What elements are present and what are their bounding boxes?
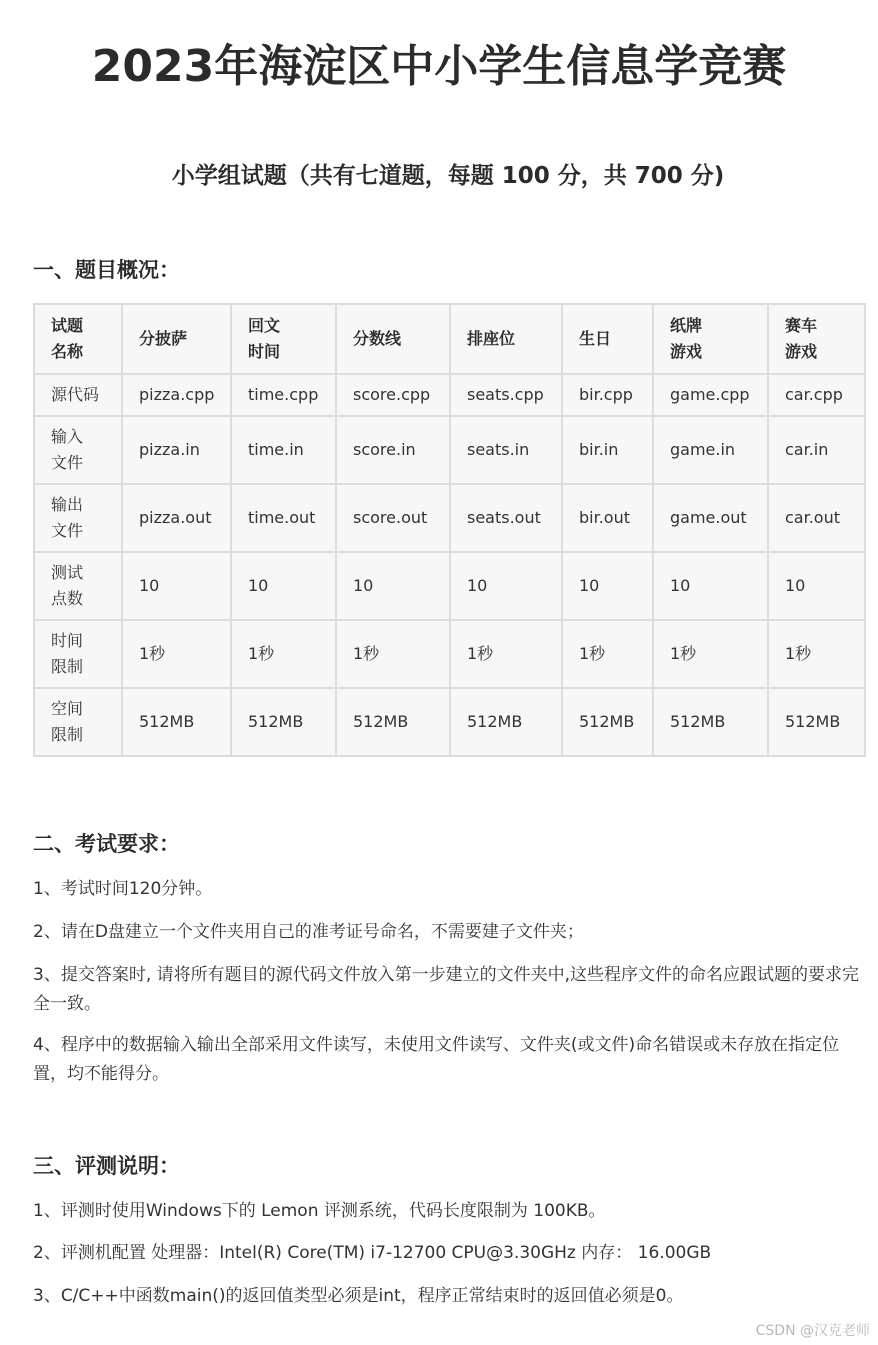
- table-row-label: 测试 点数: [34, 552, 122, 620]
- table-cell: game.in: [653, 416, 768, 484]
- table-cell: 512MB: [653, 688, 768, 756]
- table-cell: time.in: [231, 416, 336, 484]
- table-cell: 512MB: [231, 688, 336, 756]
- table-row: [34, 374, 865, 416]
- table-cell: 10: [336, 552, 450, 620]
- table-row: [34, 484, 865, 552]
- table-header-cell: 赛车 游戏: [768, 304, 865, 374]
- table-cell: pizza.cpp: [122, 374, 231, 416]
- table-row: [34, 552, 865, 620]
- page-subtitle: 小学组试题（共有七道题，每题 100 分，共 700 分): [171, 163, 725, 189]
- table-cell: score.cpp: [336, 374, 450, 416]
- table-cell: score.out: [336, 484, 450, 552]
- table-cell: 10: [122, 552, 231, 620]
- table-cell: seats.in: [450, 416, 562, 484]
- table-cell: 1秒: [562, 620, 653, 688]
- table-cell: pizza.out: [122, 484, 231, 552]
- judging-item: 3、C/C++中函数main()的返回值类型必须是int，程序正常结束时的返回值必须是0。: [33, 1286, 684, 1306]
- requirement-item: 2、请在D盘建立一个文件夹用自己的准考证号命名，不需要建子文件夹；: [33, 922, 584, 942]
- table-header-row: [34, 304, 865, 374]
- table-row-label: 源代码: [34, 374, 122, 416]
- table-cell: 10: [653, 552, 768, 620]
- table-cell: 10: [562, 552, 653, 620]
- table-cell: 1秒: [653, 620, 768, 688]
- table-cell: 1秒: [768, 620, 865, 688]
- section-heading-overview: 一、题目概况：: [33, 258, 180, 282]
- table-header-cell: 回文 时间: [231, 304, 336, 374]
- watermark: CSDN @汉克老师: [755, 1323, 870, 1339]
- table-header-cell: 试题 名称: [34, 304, 122, 374]
- table-cell: 512MB: [562, 688, 653, 756]
- table-cell: car.cpp: [768, 374, 865, 416]
- table-row: [34, 416, 865, 484]
- table-row-label: 输入 文件: [34, 416, 122, 484]
- table-cell: bir.out: [562, 484, 653, 552]
- judging-item: 2、评测机配置 处理器：Intel(R) Core(TM) i7-12700 CPU@3.30GHz 内存： 16.00GB: [33, 1243, 712, 1263]
- table-cell: 10: [231, 552, 336, 620]
- table-header-cell: 排座位: [450, 304, 562, 374]
- requirement-item: 4、程序中的数据输入输出全部采用文件读写，未使用文件读写、文件夹(或文件)命名错误或未存放在指定位置，均不能得分。: [33, 1035, 840, 1084]
- table-cell: 512MB: [336, 688, 450, 756]
- section-heading-requirements: 二、考试要求：: [33, 832, 180, 856]
- requirement-item: 3、提交答案时, 请将所有题目的源代码文件放入第一步建立的文件夹中,这些程序文件的命名应跟试题的要求完全一致。: [33, 965, 860, 1014]
- table-cell: 1秒: [231, 620, 336, 688]
- table-cell: bir.in: [562, 416, 653, 484]
- table-cell: 1秒: [336, 620, 450, 688]
- table-cell: 1秒: [450, 620, 562, 688]
- table-cell: pizza.in: [122, 416, 231, 484]
- table-row: [34, 620, 865, 688]
- table-header-cell: 纸牌 游戏: [653, 304, 768, 374]
- table-row-label: 时间 限制: [34, 620, 122, 688]
- table-row-label: 输出 文件: [34, 484, 122, 552]
- table-header-cell: 分披萨: [122, 304, 231, 374]
- table-cell: bir.cpp: [562, 374, 653, 416]
- table-cell: 10: [768, 552, 865, 620]
- requirement-item: 1、考试时间120分钟。: [33, 879, 213, 899]
- table-header-cell: 生日: [562, 304, 653, 374]
- table-row-label: 空间 限制: [34, 688, 122, 756]
- table-cell: 10: [450, 552, 562, 620]
- table-cell: 1秒: [122, 620, 231, 688]
- table-cell: score.in: [336, 416, 450, 484]
- table-cell: game.out: [653, 484, 768, 552]
- table-cell: time.out: [231, 484, 336, 552]
- table-cell: seats.cpp: [450, 374, 562, 416]
- section-heading-judging: 三、评测说明：: [33, 1154, 180, 1178]
- table-row: [34, 688, 865, 756]
- table-cell: car.out: [768, 484, 865, 552]
- table-cell: car.in: [768, 416, 865, 484]
- table-cell: 512MB: [122, 688, 231, 756]
- table-cell: seats.out: [450, 484, 562, 552]
- table-header-cell: 分数线: [336, 304, 450, 374]
- page-title: 2023年海淀区中小学生信息学竞赛: [91, 41, 787, 92]
- table-cell: game.cpp: [653, 374, 768, 416]
- table-cell: 512MB: [450, 688, 562, 756]
- table-cell: time.cpp: [231, 374, 336, 416]
- table-cell: 512MB: [768, 688, 865, 756]
- judging-item: 1、评测时使用Windows下的 Lemon 评测系统，代码长度限制为 100KB。: [33, 1201, 606, 1221]
- problem-overview-table: [33, 303, 866, 757]
